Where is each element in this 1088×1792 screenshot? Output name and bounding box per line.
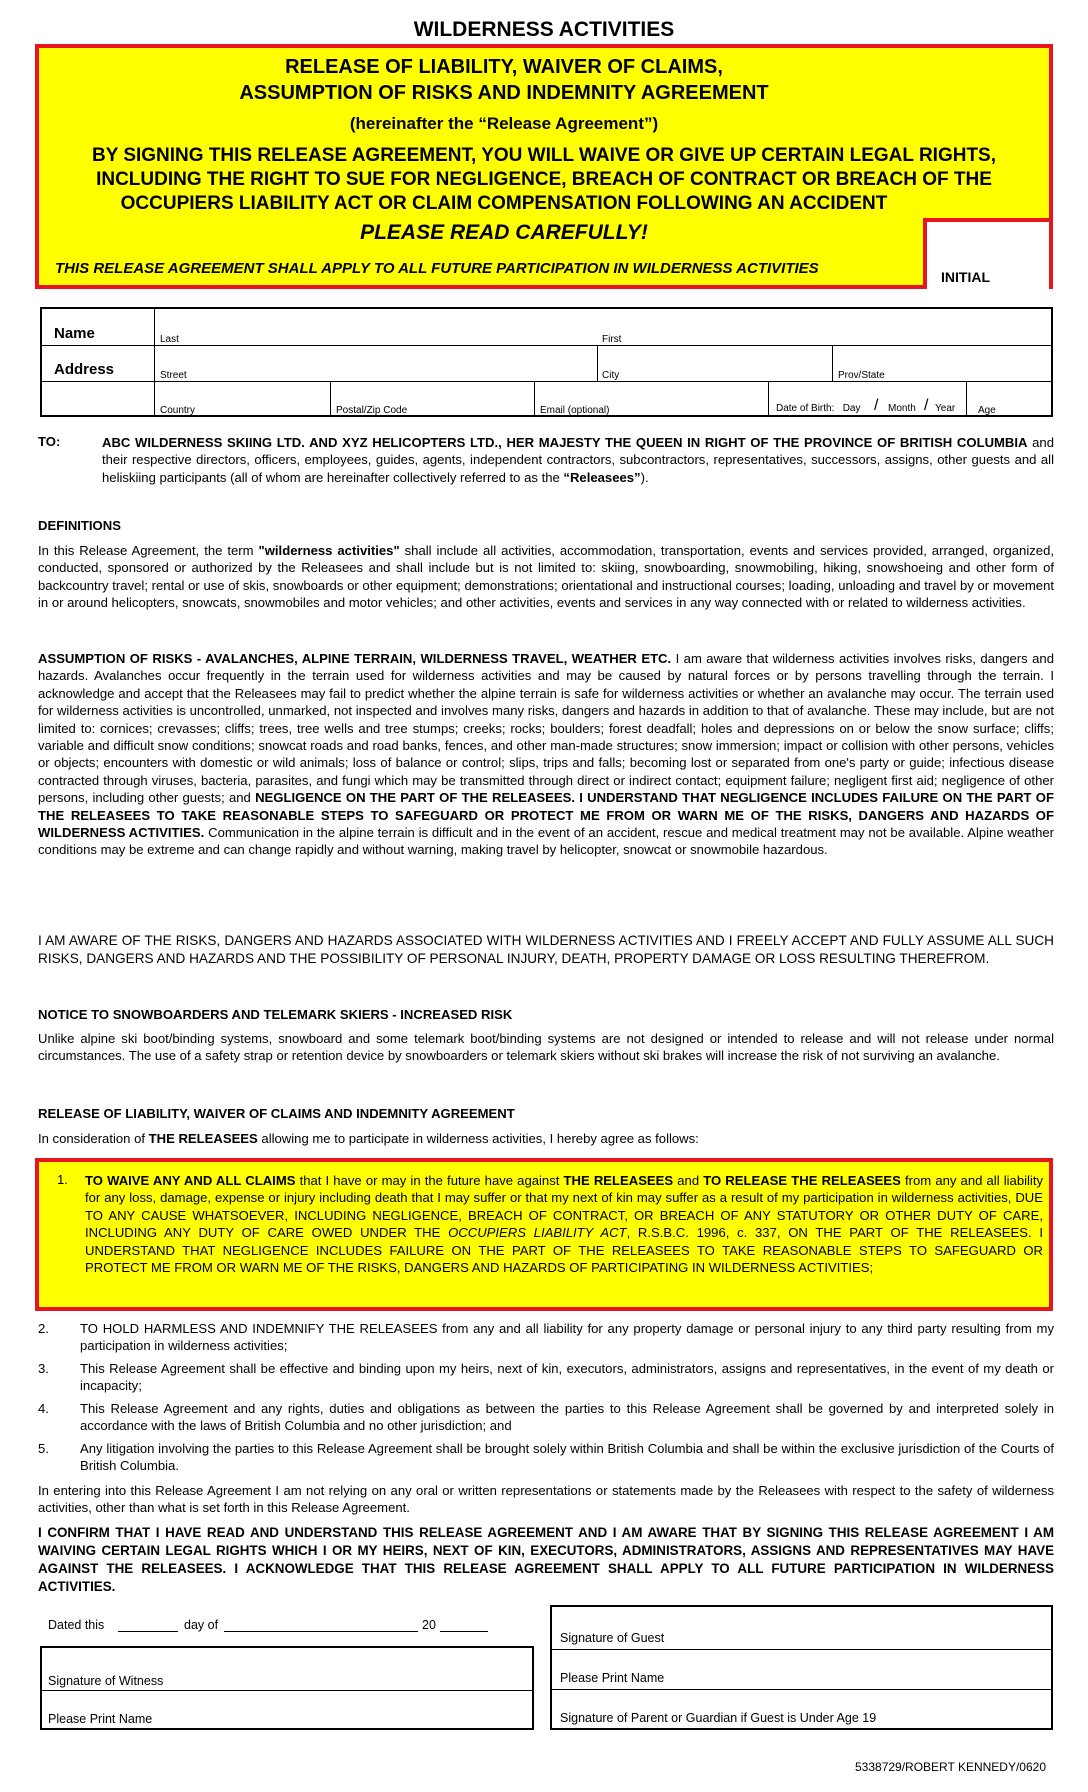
age-field[interactable]: Age [978, 405, 996, 416]
initial-label: INITIAL [941, 269, 990, 285]
clause-5: 5. Any litigation involving the parties to this Release Agreement shall be brought solely within British Columbia and shall be within the exclusive jurisdiction of the Courts of British Columbia. [38, 1441, 1054, 1474]
guest-signature-box [550, 1605, 1053, 1730]
city-field[interactable]: City [602, 370, 620, 381]
witness-print-name-field[interactable]: Please Print Name [48, 1712, 153, 1726]
banner-warning: BY SIGNING THIS RELEASE AGREEMENT, YOU WILL WAIVE OR GIVE UP CERTAIN LEGAL RIGHTS, INCLUDING THE RIGHT TO SUE FOR NEGLIGENCE, BREACH OF CONTRACT OR BREACH OF THE OCCUPIERS LIABILITY ACT OR CLAIM COMPENSATION FOLLOWING AN ACCIDENT [91, 145, 996, 214]
entering-statement: In entering into this Release Agreement I am not relying on any oral or written representations or statements made by the Releasees with respect to the safety of wilderness activities, other than what is set forth in this Release Agreement. [38, 1483, 1054, 1516]
dob-year: Year [935, 403, 956, 414]
confirmation-statement: I CONFIRM THAT I HAVE READ AND UNDERSTAND THIS RELEASE AGREEMENT AND I AM AWARE THAT BY SIGNING THIS RELEASE AGREEMENT I AM WAIVING CERTAIN LEGAL RIGHTS WHICH I OR MY HEIRS, NEXT OF KIN, EXECUTORS, ADMINISTRATORS, ASSIGNS AND REPRESENTATIVES MAY HAVE AGAINST THE RELEASEES. I ACKNOWLEDGE THAT THIS RELEASE AGREEMENT SHALL APPLY TO ALL FUTURE PARTICIPATION IN WILDERNESS ACTIVITIES. [38, 1525, 1054, 1594]
to-addressees: ABC WILDERNESS SKIING LTD. AND XYZ HELICOPTERS LTD., HER MAJESTY THE QUEEN IN RIGHT OF THE PROVINCE OF BRITISH COLUMBIA and their respective directors, officers, employees, guides, agents, independent contractors, subcontractors, representatives, successors, assigns, other guests and all heliskiing participants (all of whom are hereinafter collectively referred to as the “Releasees”). [102, 435, 1054, 485]
future-participation-notice: THIS RELEASE AGREEMENT SHALL APPLY TO ALL FUTURE PARTICIPATION IN WILDERNESS ACTIVITIES [55, 260, 819, 277]
clause-3: 3. This Release Agreement shall be effective and binding upon my heirs, next of kin, executors, administrators, assigns and representatives, in the event of my death or incapacity; [38, 1361, 1054, 1394]
last-name-field[interactable]: Last [160, 334, 179, 345]
witness-signature-field[interactable]: Signature of Witness [48, 1674, 164, 1688]
guest-print-name-field[interactable]: Please Print Name [560, 1671, 665, 1685]
awareness-statement: I AM AWARE OF THE RISKS, DANGERS AND HAZARDS ASSOCIATED WITH WILDERNESS ACTIVITIES AND I FREELY ACCEPT AND FULLY ASSUME ALL SUCH RISKS, DANGERS AND HAZARDS AND THE POSSIBILITY OF PERSONAL INJURY, DEATH, PROPERTY DAMAGE OR LOSS RESULTING THEREFROM. [38, 933, 1054, 966]
date-of-birth-field[interactable]: Date of Birth: Day [776, 403, 861, 414]
street-field[interactable]: Street [160, 370, 187, 381]
parent-guardian-signature-field[interactable]: Signature of Parent or Guardian if Guest is Under Age 19 [560, 1711, 877, 1725]
dob-month: Month [888, 403, 916, 414]
document-title: WILDERNESS ACTIVITIES [413, 18, 675, 41]
assumption-of-risks: ASSUMPTION OF RISKS - AVALANCHES, ALPINE TERRAIN, WILDERNESS TRAVEL, WEATHER ETC. I am aware that wilderness activities involves risks, dangers and hazards. Avalanches occur frequently in the terrain used for wilderness activities and may be caused by natural forces or by persons travelling through the terrain. I acknowledge and accept that the Releasees may fail to predict whether the alpine terrain is safe for wilderness activities or whether an avalanche may occur. The terrain used for wilderness activities is uncontrolled, unmarked, not inspected and involves many risks, dangers and hazards in addition to that of avalanche. These may include, but are not limited to: cornices; crevasses; cliffs; trees, tree wells and tree stumps; creeks; rocks; boulders; forest deadfall; holes and depressions on or below the snow surface; cliffs; variable and difficult snow conditions; snowcat roads and road banks, fences, and other man-made structures; snow immersion; impact or collision with other persons, vehicles or objects; encounters with domestic or wild animals; loss of balance or control; slips, trips and falls; becoming lost or separated from one's party or guide; infectious disease contracted through viruses, bacteria, parasites, and fungi which may be transmitted through direct or indirect contact; equipment failure; negligent first aid; negligence of other persons, including other guests; and NEGLIGENCE ON THE PART OF THE RELEASEES. I UNDERSTAND THAT NEGLIGENCE INCLUDES FAILURE ON THE PART OF THE RELEASEES TO TAKE REASONABLE STEPS TO SAFEGUARD OR PROTECT ME FROM OR WARN ME OF THE RISKS, DANGERS AND HAZARDS OF WILDERNESS ACTIVITIES. Communication in the alpine terrain is difficult and in the event of an accident, rescue and medical treatment may not be available. Alpine weather conditions may be extreme and can change rapidly and without warning, making travel by helicopter, snowcat or snowmobile hazardous. [38, 651, 1055, 858]
read-carefully: PLEASE READ CAREFULLY! [360, 221, 648, 244]
to-label: TO: [38, 434, 61, 449]
form-id: 5338729/ROBERT KENNEDY/0620 [855, 1760, 1046, 1774]
dated-line[interactable]: Dated this [48, 1618, 105, 1632]
guest-signature-field[interactable]: Signature of Guest [560, 1631, 665, 1645]
email-field[interactable]: Email (optional) [540, 405, 610, 416]
definitions-text: In this Release Agreement, the term "wilderness activities" shall include all activities, accommodation, transportation, events and services provided, arranged, organized, conducted, sponsored or authorized by the Releasees and shall include but is not limited to: skiing, snowboarding, snowmobiling, hiking, snowshoeing and other form of backcountry travel; rental or use of skis, snowboards or other equipment; demonstrations; orientational and instructional courses; loading, unloading and travel by or movement in or around helicopters, snowcats, snowmobiles and motor vehicles; and other activities, events and services in any way connected with or related to wilderness activities. [38, 543, 1054, 611]
banner-heading: RELEASE OF LIABILITY, WAIVER OF CLAIMS, ASSUMPTION OF RISKS AND INDEMNITY AGREEMENT [239, 56, 769, 104]
name-label: Name [54, 325, 95, 342]
clause-4: 4. This Release Agreement and any rights, duties and obligations as between the parties to this Release Agreement shall be governed by and interpreted solely in accordance with the laws of British Columbia and no other jurisdiction; and [38, 1401, 1054, 1434]
first-name-field[interactable]: First [602, 334, 622, 345]
initial-box[interactable] [923, 218, 1049, 289]
clause-2: 2. TO HOLD HARMLESS AND INDEMNIFY THE RELEASEES from any and all liability for any property damage or personal injury to any third party resulting from my participation in wilderness activities; [38, 1321, 1054, 1354]
definitions-heading: DEFINITIONS [38, 518, 121, 533]
release-intro: In consideration of THE RELEASEES allowing me to participate in wilderness activities, I hereby agree as follows: [38, 1131, 699, 1146]
witness-signature-box [40, 1646, 534, 1730]
address-label: Address [54, 361, 115, 378]
release-heading: RELEASE OF LIABILITY, WAIVER OF CLAIMS AND INDEMNITY AGREEMENT [38, 1106, 515, 1121]
postal-code-field[interactable]: Postal/Zip Code [336, 405, 408, 416]
waiver-clause-1: 1. TO WAIVE ANY AND ALL CLAIMS that I have or may in the future have against THE RELEASEES and TO RELEASE THE RELEASEES from any and all liability for any loss, damage, expense or injury including death that I may suffer or that my next of kin may suffer as a result of my participation in wilderness activities, DUE TO ANY CAUSE WHATSOEVER, INCLUDING NEGLIGENCE, BREACH OF CONTRACT, OR BREACH OF ANY STATUTORY OR OTHER DUTY OF CARE, INCLUDING ANY DUTY OF CARE OWED UNDER THE OCCUPIERS LIABILITY ACT, R.S.B.C. 1996, c. 337, ON THE PART OF THE RELEASEES. I UNDERSTAND THAT NEGLIGENCE INCLUDES FAILURE ON THE PART OF THE RELEASEES TO TAKE REASONABLE STEPS TO SAFEGUARD OR PROTECT ME FROM OR WARN ME OF THE RISKS, DANGERS AND HAZARDS OF PARTICIPATING IN WILDERNESS ACTIVITIES; [35, 1158, 1053, 1311]
release-banner [35, 44, 1053, 289]
country-field[interactable]: Country [160, 405, 196, 416]
notice-heading: NOTICE TO SNOWBOARDERS AND TELEMARK SKIERS - INCREASED RISK [38, 1007, 513, 1022]
participant-info-form: Name Address Last First Street City Prov/State Country Postal/Zip Code Email (optional) Date of Birth: Day / Month / Year Age [40, 307, 1053, 417]
prov-state-field[interactable]: Prov/State [838, 370, 885, 381]
banner-subheading: (hereinafter the “Release Agreement”) [349, 114, 659, 133]
notice-text: Unlike alpine ski boot/binding systems, snowboard and some telemark boot/binding systems are not designed or intended to release and will not release under normal circumstances. The use of a safety strap or retention device by snowboarders or telemark skiers without ski brakes will increase the risk of not surviving an avalanche. [38, 1031, 1054, 1064]
